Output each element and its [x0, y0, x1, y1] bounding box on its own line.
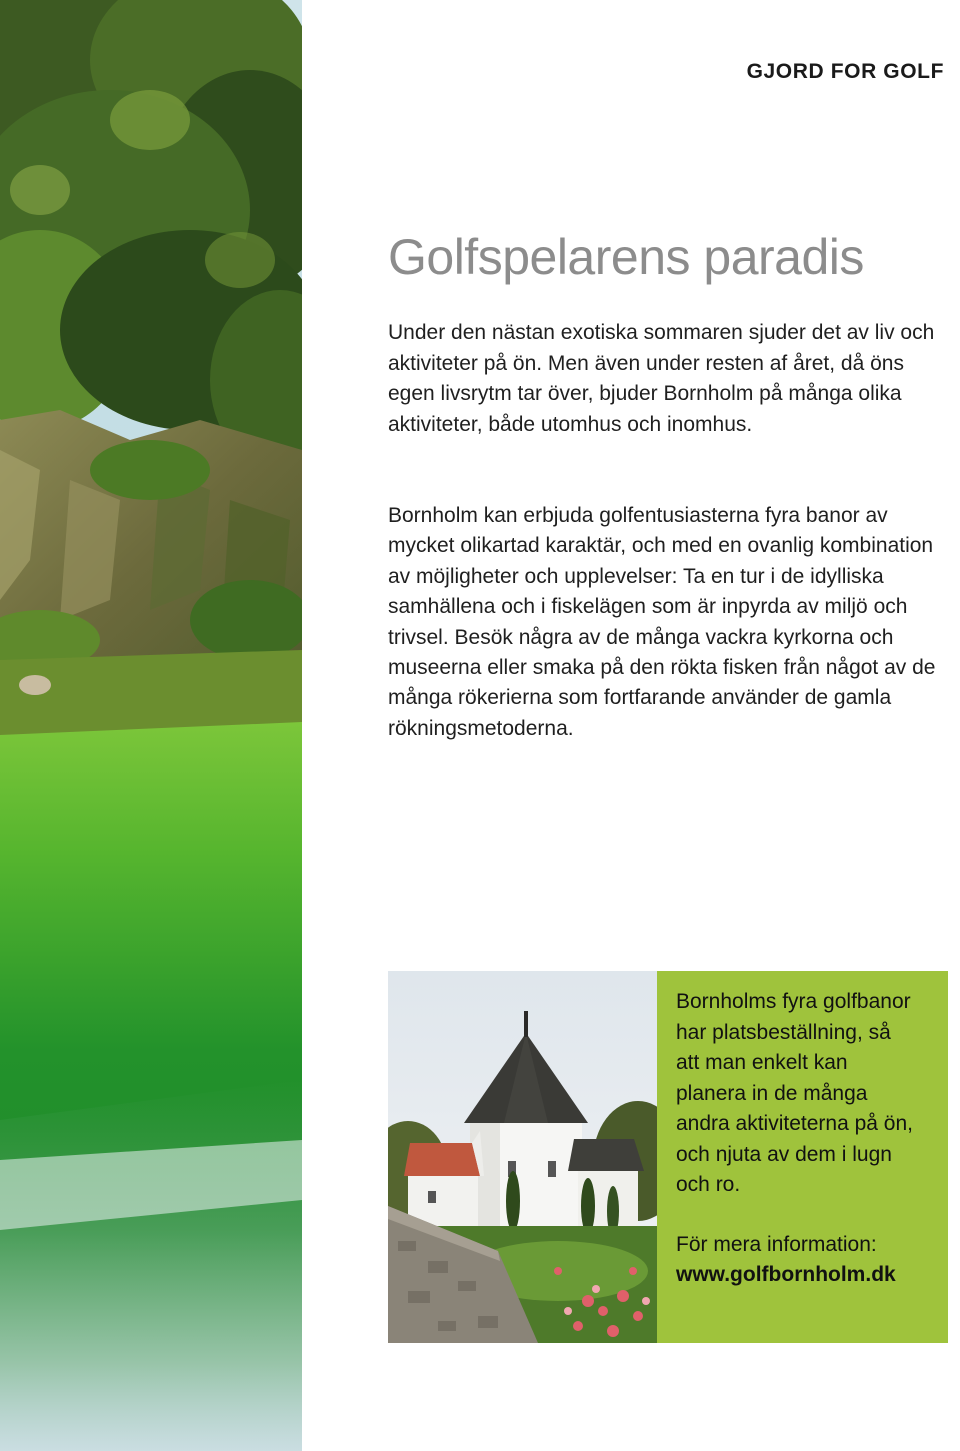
info-box	[657, 971, 948, 1343]
more-info-label: För mera information:	[676, 1232, 877, 1256]
info-box-text: Bornholms fyra golfbanor har platsbeställning, så att man enkelt kan planera in de många andra aktiviteterna på ön, och njuta av dem i lugn och ro.	[676, 990, 913, 1196]
section-label: GJORD FOR GOLF	[746, 60, 944, 83]
intro-paragraph: Under den nästan exotiska sommaren sjuder det av liv och aktiviteter på ön. Men även under resten af året, då öns egen livsrytm tar över, bjuder Bornholm på många olika aktiviteter, både utomhus och inomhus.	[388, 321, 935, 436]
website-link[interactable]: www.golfbornholm.dk	[676, 1263, 896, 1286]
round-church-photo	[388, 971, 657, 1343]
golf-course-photo	[0, 0, 302, 1451]
page-title: Golfspelarens paradis	[388, 229, 864, 285]
more-info	[676, 1230, 934, 1291]
body-paragraph: Bornholm kan erbjuda golfentusiasterna fyra banor av mycket olikartad karaktär, och med en ovanlig kombination av möjligheter och upplevelser: Ta en tur i de idylliska samhällena och i fiskelägen som är inpyrda av miljö och trivsel. Besök några av de många vackra kyrkorna och museerna eller smaka på den rökta fisken från något av de många rökerierna som fortfarande använder de gamla rökningsmetoderna.	[388, 504, 936, 740]
